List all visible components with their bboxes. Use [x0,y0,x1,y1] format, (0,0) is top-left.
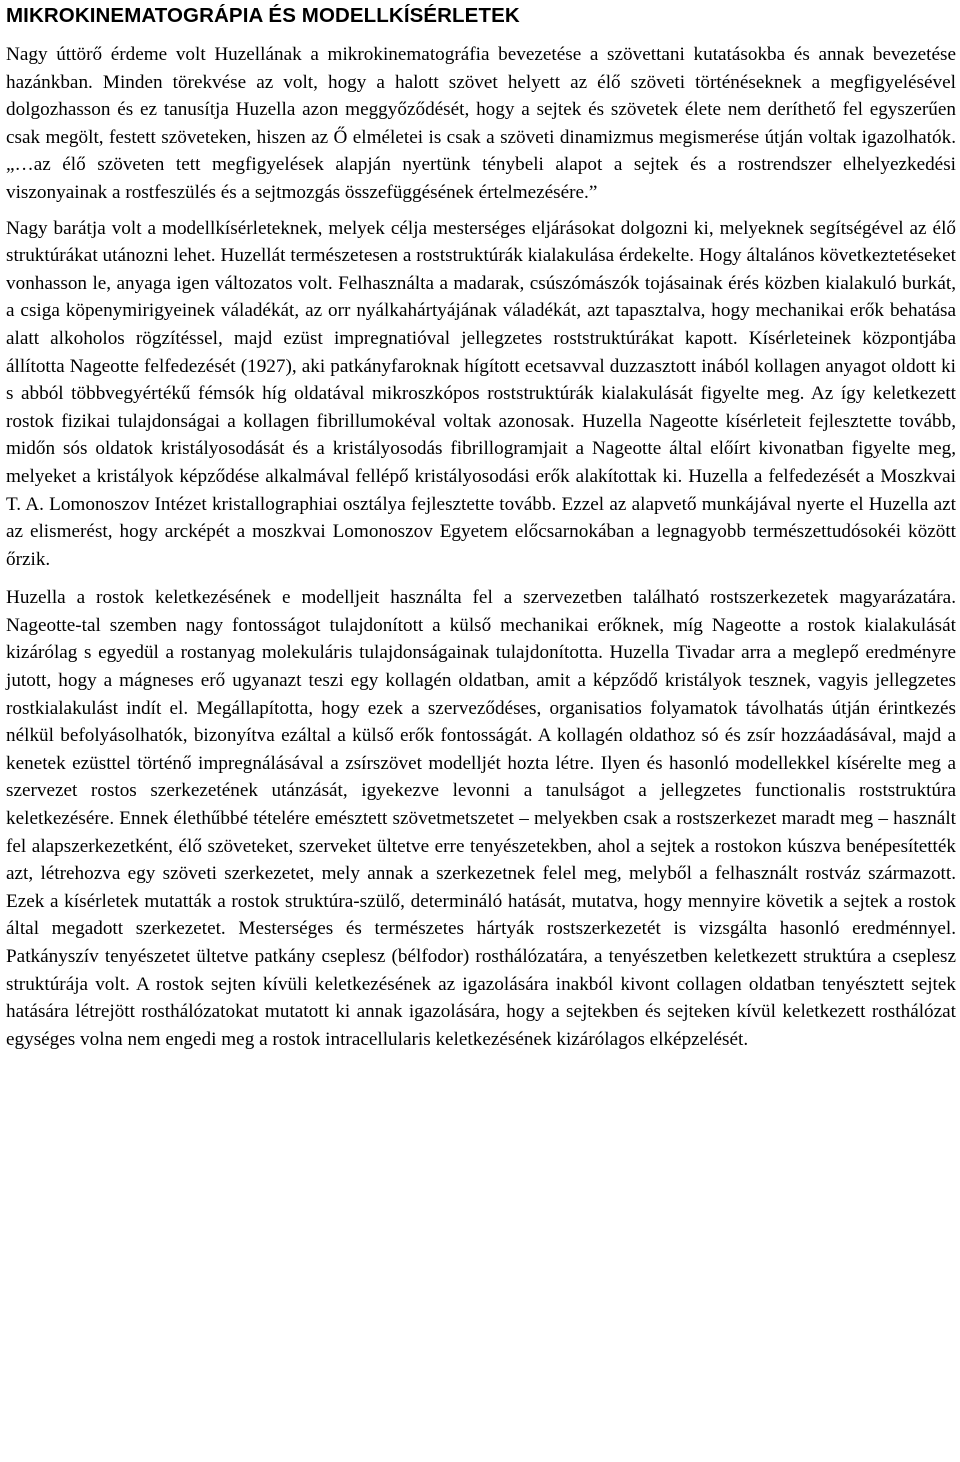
document-page [6,0,956,1053]
paragraph-rostok-keletkezese: Huzella a rostok keletkezésének e modelljeit használta fel a szervezetben található rostszerkezetek magyarázatára. Nageotte-tal szemben nagy fontosságot tulajdonított a külső mechanikai erőknek, míg Nageotte a rostok kialakulását kizárólag s egyedül a rostanyag molekuláris tulajdonságainak tulajdonította. Huzella Tivadar arra a meglepő eredményre jutott, hogy a mágneses erő ugyanazt teszi egy kollagén oldatban, amit a képződő kristályok tesznek, vagyis jellegzetes rostkialakulást indít el. Megállapította, hogy ezek a szerveződéses, organisatios folyamatok távolhatás útján érintkezés nélkül befolyásolhatók, bizonyítva ezáltal a külső erők fontosságát. A kollagén oldathoz só és zsír hozzáadásával, majd a kenetek ezüsttel történő impregnálásával a zsírszövet modelljét hozta létre. Ilyen és hasonló modellekkel kísérelte meg a szervezet rostos szerkezetének utánzását, igyekezve levonni a tanulságot a jellegzetes functionalis roststruktúra keletkezésére. Ennek élethűbbé tételére emésztett szövetmetszetet – melyekben csak a rostszerkezet maradt meg – használt fel alapszerkezetként, élő szöveteket, szerveket ültetve erre tenyészetekben, ahol a sejtek a rostokon kúszva benépesítették azt, létrehozva egy szöveti szerkezetet, mely annak a szerkezetnek felel meg, melyből a felhasznált rostváz származott. Ezek a kísérletek mutatták a rostok struktúra-szülő, determináló hatását, mutatva, hogy mennyire követik a sejtek a rostok által megadott szerkezetet. Mesterséges és természetes hártyák rostszerkezetét is vizsgálta hasonló eredménnyel. Patkányszív tenyészetet ültetve patkány cseplesz (bélfodor) rosthálózatára, a tenyészetben keletkezett struktúra a cseplesz struktúrája volt. A rostok sejten kívüli keletkezésének az igazolására inakból kivont collagen oldatban tenyésztett sejtek hatására létrejött rosthálózatokat mutatott ki annak igazolására, hogy a sejtekben és sejteken kívül keletkezett rosthálózat egységes volna nem engedi meg a rostok intracellularis keletkezésének kizárólagos elképzelését. [6,587,956,1050]
document-title: MIKROKINEMATOGRÁPIA ÉS MODELLKÍSÉRLETEK [6,4,520,27]
paragraph-modellkiserletek: Nagy barátja volt a modellkísérleteknek, melyek célja mesterséges eljárásokat dolgozni ki, melyeknek segítségével az élő struktúrákat utánozni lehet. Huzellát természetesen a roststruktúrák kialakulása érdekelte. Hogy általános következtetéseket vonhasson le, anyaga igen változatos volt. Felhasználta a madarak, csúszómászók tojásainak érés közben kialakuló burkát, a csiga köpenymirigyeinek váladékát, az orr nyálkahártyájának váladékát, azt tapasztalva, hogy mechanikai erők behatása alatt alkoholos rögzítéssel, majd ezüst impregnatióval jellegzetes roststruktúrákat kapott. Kísérleteinek központjába állította Nageotte felfedezését (1927), aki patkányfaroknak hígított ecetsavval duzzasztott inából kollagen anyagot oldott ki s abból többvegyértékű fémsók híg oldatával mikroszkópos roststruktúrák kialakulását figyelte meg. Az így keletkezett rostok fizikai tulajdonságai a kollagen fibrillumokéval voltak azonosak. Huzella Nageotte kísérleteit fejlesztette tovább, midőn sós oldatok kristályosodását és a kristályosodás fibrillogramjait a Nageotte által előírt kivonatban figyelte meg, melyeket a kristályok képződése alkalmával fellépő kristályosodási erők alakítottak ki. Huzella a felfedezését a Moszkvai T. A. Lomonoszov Intézet kristallographiai osztálya fejlesztette tovább. Ezzel az alapvető munkájával nyerte el Huzella azt az elismerést, hogy arcképét a moszkvai Lomonoszov Egyetem előcsarnokában a legnagyobb természettudósokéi között őrzik. [6,217,956,570]
paragraph-mikrokinematografia: Nagy úttörő érdeme volt Huzellának a mikrokinematográfia bevezetése a szövettani kutatásokba és annak bevezetése hazánkban. Minden törekvése az volt, hogy a halott szövet helyett az élő szöveti történéseknek a megfigyelésével dolgozhasson és ez tanusítja Huzella azon meggyőződését, hogy a sejtek és szövetek élete nem deríthető fel egyszerűen csak megölt, festett szöveteken, hiszen az Ő elméletei is csak a szöveti dinamizmus megismerése útján voltak igazolhatók. „…az élő szöveten tett megfigyelések alapján nyertünk ténybeli alapot a sejtek és a rostrendszer elhelyezkedési viszonyainak a rostfeszülés és a sejtmozgás összefüggésének értelmezésére.” [6,44,956,203]
